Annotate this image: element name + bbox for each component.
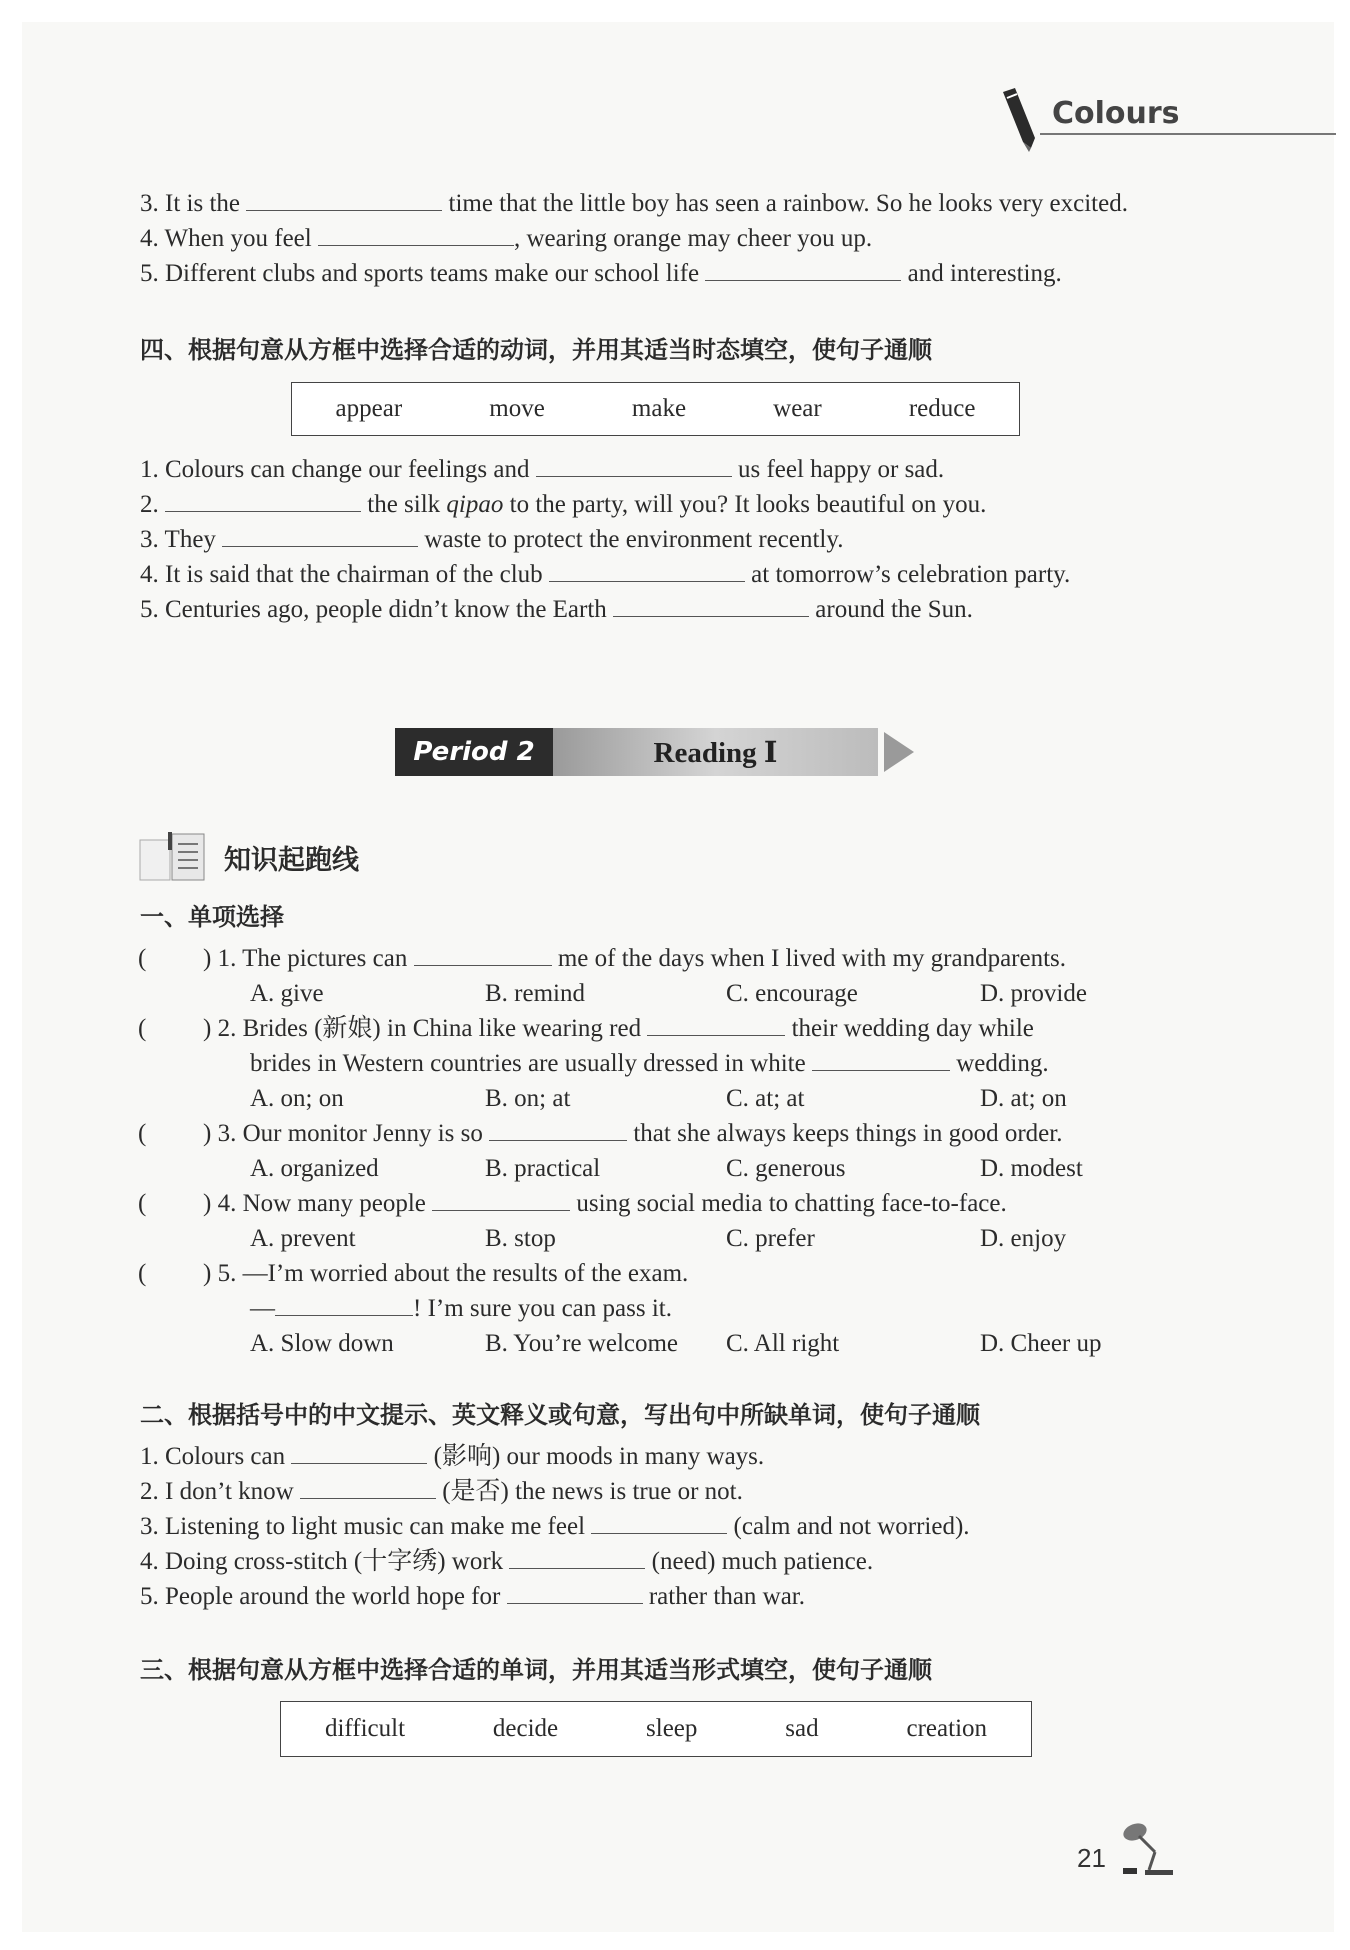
item-text: 1. Colours can [140,1443,286,1470]
answer-bracket[interactable]: ( [138,1120,147,1147]
word-option: sad [785,1715,819,1742]
answer-blank[interactable] [414,943,552,966]
item-text: waste to protect the environment recently. [424,526,844,553]
item-text: me of the days when I lived with my grandparents. [557,945,1067,972]
word-option: wear [773,395,822,422]
answer-blank[interactable] [549,559,745,582]
item-text: that she always keeps things in good order. [633,1120,1063,1147]
sec4-item-1 [140,453,944,487]
option-d[interactable]: D. modest [980,1155,1083,1182]
item-text: rather than war. [648,1583,806,1610]
option-c[interactable]: C. at; at [726,1085,805,1112]
answer-blank[interactable] [165,489,361,512]
item-text: at tomorrow’s celebration party. [751,561,1071,588]
item-text: 5. Different clubs and sports teams make our school life [140,260,700,287]
option-a[interactable]: A. on; on [250,1085,344,1112]
page-number: 21 [1077,1843,1106,1873]
word-option: reduce [908,395,976,422]
top-item-3 [140,187,1128,221]
option-a[interactable]: A. give [250,980,324,1007]
sec4-item-4 [140,558,1070,592]
item-text: 4. When you feel [140,225,312,252]
item-italic-word: qipao [446,491,504,518]
section-4-heading: 四、根据句意从方框中选择合适的动词，并用其适当时态填空，使句子通顺 [140,336,932,364]
item-text: ) 1. The pictures can [203,945,408,972]
book-icon [138,830,208,884]
item-text: ! I’m sure you can pass it. [413,1295,672,1322]
item-text: their wedding day while [791,1015,1034,1042]
option-b[interactable]: B. on; at [485,1085,571,1112]
item-text: wedding. [956,1050,1049,1077]
option-a[interactable]: A. organized [250,1155,379,1182]
option-c[interactable]: C. generous [726,1155,846,1182]
item-text: , wearing orange may cheer you up. [513,225,873,252]
word-option: decide [492,1715,559,1742]
item-text: 1. Colours can change our feelings and [140,456,530,483]
word-option: appear [335,395,403,422]
option-b[interactable]: B. practical [485,1155,601,1182]
answer-bracket[interactable]: ( [138,945,147,972]
answer-blank[interactable] [489,1118,627,1141]
item-text: and interesting. [907,260,1062,287]
answer-blank[interactable] [536,454,732,477]
answer-blank[interactable] [432,1188,570,1211]
option-b[interactable]: B. stop [485,1225,556,1252]
option-b[interactable]: B. remind [485,980,585,1007]
answer-blank[interactable] [222,524,418,547]
item-text: (need) much patience. [651,1548,874,1575]
item-text: 3. They [140,526,216,553]
item-text: 3. It is the [140,190,240,217]
item-text: (影响) our moods in many ways. [433,1443,765,1470]
answer-bracket[interactable]: ( [138,1015,147,1042]
question-3 [203,1117,1062,1151]
answer-bracket[interactable]: ( [138,1260,147,1287]
item-text: 4. Doing cross-stitch (十字绣) work [140,1548,504,1575]
item-text: (calm and not worried). [733,1513,970,1540]
word-option: sleep [646,1715,698,1742]
item-text: brides in Western countries are usually dressed in white [250,1050,806,1077]
option-a[interactable]: A. Slow down [250,1330,394,1357]
item-text: ) 4. Now many people [203,1190,426,1217]
answer-blank[interactable] [613,594,809,617]
item-text: 5. Centuries ago, people didn’t know the Earth [140,596,607,623]
answer-blank[interactable] [705,258,901,281]
item-text: 4. It is said that the chairman of the club [140,561,543,588]
section-3-heading: 三、根据句意从方框中选择合适的单词，并用其适当形式填空，使句子通顺 [140,1656,932,1684]
top-item-4 [140,222,872,256]
workbook-page [22,22,1334,1932]
word-option: creation [906,1715,988,1742]
question-1 [203,942,1066,976]
knowledge-title: 知识起跑线 [224,845,359,876]
item-text: ) 2. Brides (新娘) in China like wearing red [203,1015,642,1042]
item-text: 5. People around the world hope for [140,1583,501,1610]
option-a[interactable]: A. prevent [250,1225,356,1252]
answer-blank[interactable] [647,1013,785,1036]
question-5-line-2 [250,1292,672,1326]
lesson-title: Reading Ⅰ [553,728,878,776]
item-text: around the Sun. [815,596,973,623]
item-text: us feel happy or sad. [737,456,945,483]
item-text: ) 5. —I’m worried about the results of the exam. [203,1260,689,1287]
question-2 [203,1012,1034,1046]
question-2-line-2 [250,1047,1049,1081]
item-text: ) 3. Our monitor Jenny is so [203,1120,483,1147]
top-item-5 [140,257,1062,291]
answer-blank[interactable] [812,1048,950,1071]
question-5 [203,1257,688,1291]
option-c[interactable]: C. encourage [726,980,858,1007]
item-text: the silk [367,491,447,518]
item-text: time that the little boy has seen a rainbow. So he looks very excited. [448,190,1128,217]
word-option: difficult [324,1715,406,1742]
answer-blank[interactable] [275,1293,413,1316]
answer-blank[interactable] [507,1581,643,1604]
option-c[interactable]: C. All right [726,1330,840,1357]
answer-blank[interactable] [591,1511,727,1534]
sec2-item-1 [140,1440,764,1474]
sec4-item-5 [140,593,973,627]
word-box-verbs [291,382,1020,436]
item-text: 2. I don’t know [140,1478,294,1505]
option-c[interactable]: C. prefer [726,1225,815,1252]
header-rule [1040,133,1336,135]
answer-blank[interactable] [509,1546,645,1569]
sec2-item-3 [140,1510,970,1544]
answer-bracket[interactable]: ( [138,1190,147,1217]
desk-lamp-icon [1115,1818,1175,1878]
item-text: 3. Listening to light music can make me feel [140,1513,586,1540]
option-d[interactable]: D. Cheer up [980,1330,1102,1357]
section-1-heading: 一、单项选择 [140,903,284,931]
period-label: Period 2 [395,728,553,776]
answer-blank[interactable] [318,223,514,246]
option-d[interactable]: D. at; on [980,1085,1067,1112]
section-2-heading: 二、根据括号中的中文提示、英文释义或句意，写出句中所缺单词，使句子通顺 [140,1401,980,1429]
option-b[interactable]: B. You’re welcome [485,1330,679,1357]
option-d[interactable]: D. enjoy [980,1225,1067,1252]
word-box-words [280,1701,1032,1757]
sec4-item-2 [140,488,986,522]
sec2-item-2 [140,1475,743,1509]
item-text: using social media to chatting face-to-face. [576,1190,1007,1217]
answer-blank[interactable] [246,188,442,211]
arrow-right-icon [884,732,914,772]
chapter-title: Colours [1052,96,1180,131]
item-text: to the party, will you? It looks beautiful on you. [503,491,987,518]
item-text: (是否) the news is true or not. [442,1478,743,1505]
item-text: 2. [140,491,159,518]
word-option: make [631,395,687,422]
item-text: — [250,1295,275,1322]
answer-blank[interactable] [300,1476,436,1499]
question-4 [203,1187,1007,1221]
option-d[interactable]: D. provide [980,980,1087,1007]
sec4-item-3 [140,523,843,557]
word-option: move [489,395,545,422]
sec2-item-4 [140,1545,873,1579]
answer-blank[interactable] [291,1441,427,1464]
pen-icon [995,86,1045,152]
sec2-item-5 [140,1580,805,1614]
